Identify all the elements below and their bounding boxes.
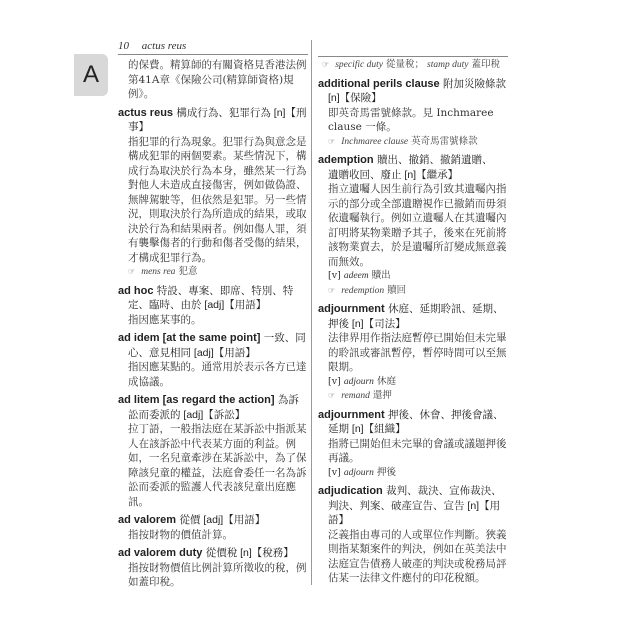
cross-reference xyxy=(318,389,508,404)
xref-gloss: 贖回 xyxy=(387,284,407,296)
sense: 押後 [n]【司法】 xyxy=(328,317,406,330)
definition: 指立遺囑人因生前行為引致其遺囑內指示的部分或全部遺贈視作已撤銷而毋須依遺囑執行。例如立遺囑人在其遺囑內訂明將某物業贈予其子，後來在死前將該物業賣去，於是遺囑所訂變成無意義而無效。 xyxy=(328,183,507,268)
continued-entry xyxy=(118,58,308,102)
related-term: adeem xyxy=(343,271,369,281)
pos-label: [v] xyxy=(328,466,341,478)
xref-term: specific duty xyxy=(335,60,383,70)
sense: 定、臨時、由於 [adj]【用語】 xyxy=(128,299,267,311)
entry-ademption xyxy=(318,153,508,298)
definition: 拉丁語，一般指法庭在某訴訟中指派某人在該訴訟中代表某方面的利益。例如，一名兒童牽涉在某訴訟中，為了保障該兒童的權益，法庭會委任一名為訴訟而委派的監護人代表該兒童出庭應訊。 xyxy=(128,423,307,508)
right-column xyxy=(318,58,508,590)
sense: 訟而委派的 [adj]【訴訟】 xyxy=(128,408,246,421)
entry-adjudication xyxy=(318,484,508,586)
page-number: 10 xyxy=(118,40,129,52)
related-term: adjourn xyxy=(343,467,374,478)
headword: adjournment xyxy=(318,408,385,421)
right-column-top-rule xyxy=(318,56,508,57)
cross-reference xyxy=(318,135,508,150)
xref-gloss: 從量稅； xyxy=(385,59,424,70)
sense: 一致、同 xyxy=(263,332,306,344)
related-gloss: 贖出 xyxy=(371,270,391,281)
sense: 遺贈收回、廢止 [n]【繼承】 xyxy=(328,168,459,181)
entry-additional-perils-clause xyxy=(318,77,508,150)
sense: 延期 [n]【組織】 xyxy=(328,423,406,435)
headword: adjudication xyxy=(318,485,383,497)
thumb-index-tab: A xyxy=(74,54,108,96)
headword: ad litem [as regard the action] xyxy=(118,394,275,406)
xref-gloss: 英奇馬雷號條款 xyxy=(411,135,478,147)
sense: 從價 [adj]【用語】 xyxy=(179,514,266,526)
xref-term: remand xyxy=(341,391,370,401)
pos-label: [v] xyxy=(328,375,341,387)
headword: ad hoc xyxy=(118,284,154,297)
entry-ad-valorem xyxy=(118,513,308,542)
entry-adjournment-judicial xyxy=(318,302,508,404)
entry-ad-litem xyxy=(118,393,308,509)
sense: 押後、休會、押後會議、 xyxy=(387,408,504,421)
definition: 泛義指由專司的人或單位作判斷。狹義則指某類案件的判決，例如在英美法中法庭宣告債務人破產的判決或稅務局評估某一法律文件應付的印花稅額。 xyxy=(328,528,507,584)
sense: 判決、判案、破產宣告、宣告 [n]【用語】 xyxy=(328,499,501,526)
headword: ademption xyxy=(318,154,374,166)
sense: 心、意見相同 [adj]【用語】 xyxy=(128,346,256,359)
headword: actus reus xyxy=(118,106,174,119)
xref-gloss: 還押 xyxy=(372,390,392,401)
definition: 指因應某點的。通常用於表示各方已達成協議。 xyxy=(128,361,307,388)
entry-adjournment-organisation xyxy=(318,408,508,481)
sense: 事】 xyxy=(128,121,149,133)
sense: 附加災險條款 xyxy=(443,77,506,90)
sense: 從價稅 [n]【稅務】 xyxy=(205,547,294,559)
sense: 贖出、撤銷、撤銷遺贈、 xyxy=(376,154,493,166)
running-head xyxy=(118,40,308,55)
related-gloss: 押後 xyxy=(376,466,396,478)
definition: 即英奇馬雷號條款。見 Inchmaree clause 一條。 xyxy=(328,106,494,133)
sense: [n]【保險】 xyxy=(328,92,382,104)
entry-ad-hoc xyxy=(118,284,308,328)
continued-line: 的保費。精算師的有關資格見香港法例 xyxy=(128,59,307,71)
sense: 休庭、延期聆訊、延期、 xyxy=(387,303,504,315)
headword: ad valorem duty xyxy=(118,547,203,559)
xref-term: redemption xyxy=(341,285,385,296)
pointing-hand-icon: ☞ xyxy=(322,60,330,69)
xref-term: stamp duty xyxy=(427,60,469,70)
related-form xyxy=(318,375,508,390)
definition: 指因應某事的。 xyxy=(128,313,202,326)
definition: 法律界用作指法庭暫停已開始但未完畢的聆訊或審訊暫停，暫停時間可以至無限期。 xyxy=(328,332,507,373)
definition: 指按財物價值比例計算所徵收的稅，例如蓋印稅。 xyxy=(128,561,307,588)
definition: 指按財物的價值計算。 xyxy=(128,528,233,541)
sense: 裁判、裁決、宣佈裁決、 xyxy=(386,485,502,497)
sense: 構成行為、犯罪行為 [n]【刑 xyxy=(176,106,307,119)
xref-gloss: 蓋印稅 xyxy=(471,59,501,70)
continued-line: 第41A章《保險公司(精算師資格)規例》。 xyxy=(128,73,294,100)
pos-label: [v] xyxy=(328,270,341,281)
headword: ad idem [at the same point] xyxy=(118,332,261,344)
related-term: adjourn xyxy=(343,376,374,387)
pointing-hand-icon: ☞ xyxy=(328,391,336,400)
related-gloss: 休庭 xyxy=(376,375,396,387)
entry-ad-idem xyxy=(118,331,308,389)
definition: 指犯罪的行為現象。犯罪行為與意念是構成犯罪的兩個要素。某些情況下，構成行為取決於行為本身，雖然某一行為對他人未造成直接傷害，例如做偽證、無牌駕駛等，但依然是犯罪。另一些情況，則取決於行為所造成的結果，或取決於行為和結果兩者。例如傷人罪，須有襲擊傷者的行動和傷者受傷的結果，才構成犯罪行為。 xyxy=(128,135,307,264)
related-form xyxy=(318,269,508,284)
definition: 指將已開始但未完畢的會議或議題押後再議。 xyxy=(328,437,507,464)
sense: 特設、專案、即席、特別、特 xyxy=(156,284,294,297)
xref-term: Inchmaree clause xyxy=(341,136,409,147)
entry-actus-reus xyxy=(118,106,308,280)
related-form xyxy=(318,466,508,481)
pointing-hand-icon: ☞ xyxy=(328,285,336,295)
cross-reference xyxy=(118,265,308,280)
left-column xyxy=(118,58,308,594)
pointing-hand-icon: ☞ xyxy=(328,136,336,146)
pointing-hand-icon: ☞ xyxy=(128,267,136,276)
headword: additional perils clause xyxy=(318,77,440,90)
cross-reference xyxy=(318,284,508,299)
entry-ad-valorem-duty xyxy=(118,546,308,590)
cross-reference xyxy=(318,58,508,73)
headword: ad valorem xyxy=(118,514,177,526)
column-divider xyxy=(311,40,312,585)
sense: 為訴 xyxy=(277,394,299,406)
xref-term: mens rea xyxy=(141,267,176,277)
headword: adjournment xyxy=(318,303,385,315)
xref-gloss: 犯意 xyxy=(178,266,198,277)
running-title: actus reus xyxy=(141,40,187,52)
